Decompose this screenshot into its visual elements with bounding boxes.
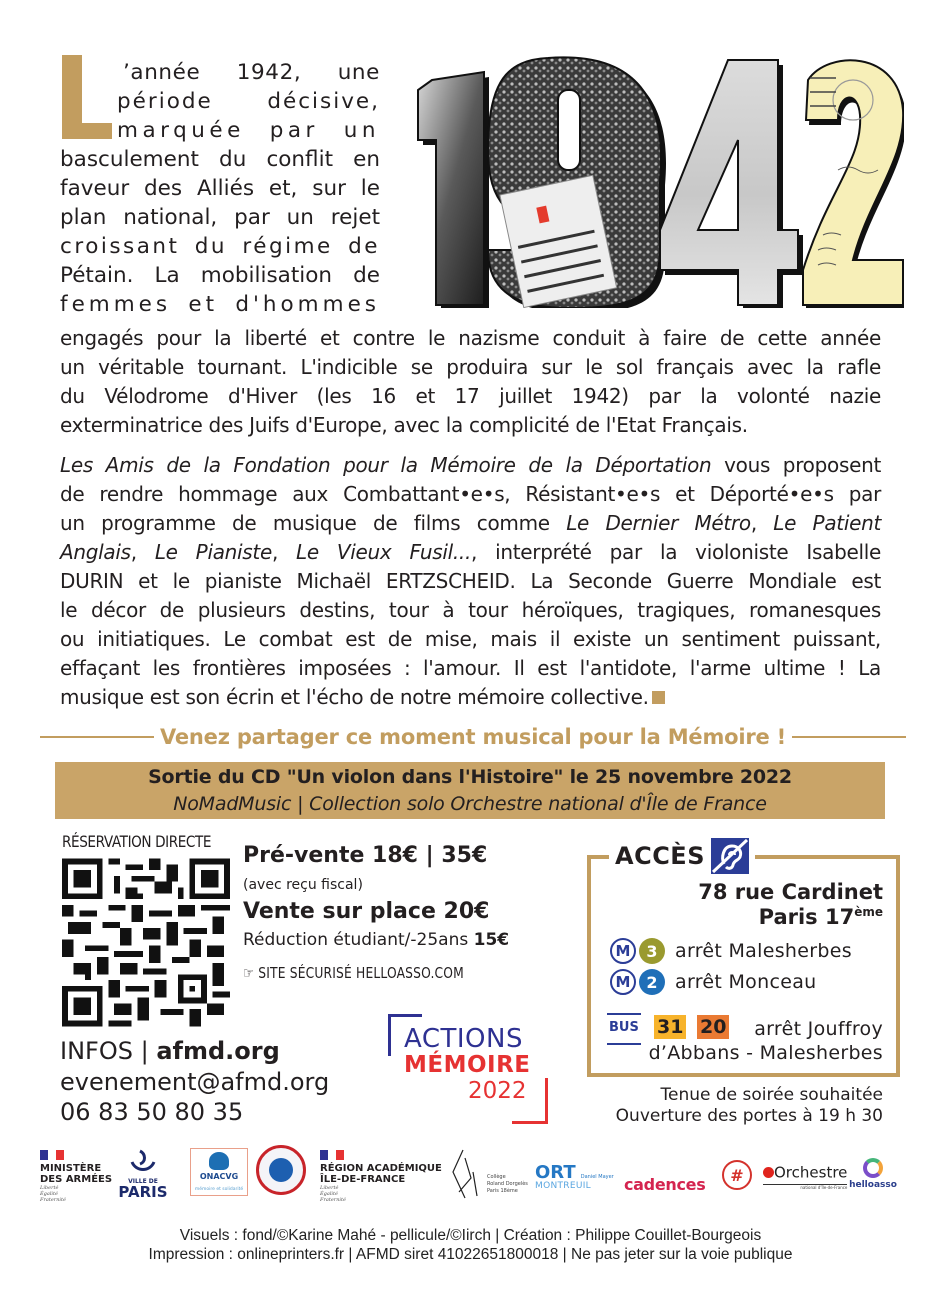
actions-memoire-logo <box>384 1010 556 1128</box>
logo-text: Daniel Mayer <box>580 1174 614 1180</box>
logo-text: MINISTÈRE <box>40 1163 102 1174</box>
presale-note: (avec reçu fiscal) <box>243 877 363 893</box>
text-line: DURIN et le pianiste Michaël ERTZSCHEID. La Seconde Guerre Mondiale est <box>60 569 881 593</box>
text-line: exterminatrice des Juifs d'Europe, avec la complicité de l'Etat Français. <box>60 413 748 437</box>
logo-cadences: cadences <box>624 1175 706 1194</box>
text-fragment: vous proposent <box>711 453 881 477</box>
college-emblem-icon <box>445 1148 485 1202</box>
bus-stop: arrêt Jouffroy <box>754 1018 883 1040</box>
metro-line-3 <box>610 938 852 964</box>
cd-subtitle: NoMadMusic | Collection solo Orchestre national d'Île de France <box>173 793 767 815</box>
line-2-badge: 2 <box>639 969 665 995</box>
intro-continuation <box>60 324 881 440</box>
reservation-qr-code[interactable] <box>62 855 230 1030</box>
logo-college-roland-dorgeles <box>445 1148 528 1202</box>
year-1942-collage <box>398 50 904 308</box>
logo-motto: Liberté <box>40 1185 59 1191</box>
cornflower-icon <box>269 1158 293 1182</box>
film-title: Le Pianiste <box>154 540 272 564</box>
text-line <box>60 538 881 567</box>
film-title: Le Patient <box>773 511 881 535</box>
logo-line: 2022 <box>468 1078 527 1104</box>
hashtag-logo-icon: # <box>722 1160 752 1190</box>
logo-text: ONACVG <box>199 1172 239 1181</box>
bus-line-31: 31 <box>654 1015 686 1039</box>
logo-motto: Fraternité <box>40 1197 66 1203</box>
metro-stop: arrêt Monceau <box>675 971 817 993</box>
film-title: Le Vieux Fusil... <box>296 540 472 564</box>
logo-ort-montreuil <box>535 1162 614 1191</box>
logo-text: MONTREUIL <box>535 1181 591 1191</box>
line-3-badge: 3 <box>639 938 665 964</box>
student-reduction <box>243 930 509 950</box>
logo-line: MÉMOIRE <box>404 1052 531 1078</box>
intro-line: plan national, par un rejet <box>60 205 380 230</box>
film-title: Le Dernier Métro <box>566 511 751 535</box>
logo-text: RÉGION ACADÉMIQUE <box>320 1163 442 1174</box>
reservation-label: RÉSERVATION DIRECTE <box>62 832 212 851</box>
logo-text: VILLE DE <box>128 1178 158 1185</box>
address-street: 78 rue Cardinet <box>698 880 883 904</box>
intro-line: basculement du conflit en <box>60 147 380 172</box>
intro-line: croissant du régime de <box>60 234 380 259</box>
logo-text: ORT <box>535 1162 576 1183</box>
logo-text: DES ARMÉES <box>40 1174 113 1185</box>
logo-text: ÎLE-DE-FRANCE <box>320 1174 406 1185</box>
metro-line-2 <box>610 969 816 995</box>
dropcap-letter-l <box>62 55 112 139</box>
french-flag-icon <box>40 1150 64 1160</box>
text-fragment: musique est son écrin et l'écho de notre mémoire collective. <box>60 685 649 709</box>
divider <box>40 736 154 738</box>
logo-text: Collège <box>487 1174 506 1180</box>
logo-region-academique <box>320 1150 442 1203</box>
cd-release-banner <box>55 762 885 819</box>
helloasso-ring-icon <box>863 1158 883 1178</box>
logo-text: Paris 18ème <box>487 1188 518 1194</box>
text-fragment: un programme de musique de films comme <box>60 511 567 535</box>
doors-opening: Ouverture des portes à 19 h 30 <box>615 1106 883 1126</box>
email-link[interactable]: evenement@afmd.org <box>60 1068 330 1096</box>
logo-bleuet-de-france <box>256 1145 306 1195</box>
intro-line: marquée par un <box>117 118 380 143</box>
reduction-price: 15€ <box>473 930 510 950</box>
logo-motto: Égalité <box>40 1191 58 1197</box>
logo-text: Orchestre <box>774 1163 848 1182</box>
metro-stop: arrêt Malesherbes <box>675 940 852 962</box>
logo-tagline: national d'Île-de-France <box>763 1184 847 1190</box>
access-title <box>609 838 755 874</box>
logo-tagline: mémoire et solidarité <box>194 1187 244 1192</box>
metro-icon: M <box>610 969 636 995</box>
text-line <box>60 683 881 712</box>
logo-orchestre-national <box>763 1162 847 1190</box>
hearing-accessibility-icon <box>711 838 749 874</box>
credits-line: Visuels : fond/©Karine Mahé - pellicule/©Iirch | Création : Philippe Couillet-Bourgeois <box>179 1227 762 1244</box>
reduction-label: Réduction étudiant/-25ans <box>243 930 474 950</box>
text-line: du Vélodrome d'Hiver (les 16 et 17 juillet 1942) par la volonté nazie <box>60 384 881 408</box>
address-city <box>759 905 883 929</box>
film-title: Anglais <box>60 540 131 564</box>
secure-site-link[interactable] <box>243 964 464 982</box>
secure-site-text: SITE SÉCURISÉ HELLOASSO.COM <box>258 964 464 982</box>
bus-label: BUS <box>609 1020 639 1035</box>
intro-line: Pétain. La mobilisation de <box>60 263 380 288</box>
text-fragment: , <box>271 540 297 564</box>
cd-title: Sortie du CD "Un violon dans l'Histoire" le 25 novembre 2022 <box>148 766 792 788</box>
paris-ship-icon <box>128 1148 158 1174</box>
credits-line: Impression : onlineprinters.fr | AFMD siret 41022651800018 | Ne pas jeter sur la voie publique <box>148 1246 793 1263</box>
text-line: le décor de plusieurs destins, tour à tour héroïques, tragiques, romanesques <box>60 598 881 622</box>
tagline-text: Venez partager ce moment musical pour la Mémoire ! <box>159 725 787 749</box>
text-line: ou initiatiques. Le combat est de mise, mais il existe un sentiment puissant, <box>60 627 881 651</box>
access-heading: ACCÈS <box>615 842 705 870</box>
text-line: effaçant les frontières imposées : l'amour. Il est l'antidote, l'arme ultime ! La <box>60 656 881 680</box>
organization-name: Les Amis de la Fondation pour la Mémoire de la Déportation <box>60 453 712 477</box>
intro-line: ’année 1942, une <box>123 60 380 85</box>
intro-line: période décisive, <box>117 89 380 114</box>
end-mark-square-icon <box>652 691 665 704</box>
metro-icon: M <box>610 938 636 964</box>
text-line <box>60 509 881 538</box>
divider <box>792 736 906 738</box>
bus-icon <box>607 1013 641 1045</box>
intro-line: faveur des Alliés et, sur le <box>60 176 380 201</box>
logo-onacvg <box>190 1148 248 1196</box>
logo-text: Roland Dorgelès <box>487 1181 528 1187</box>
french-flag-icon <box>320 1150 344 1160</box>
bus-line-20: 20 <box>697 1015 729 1039</box>
text-fragment: , <box>130 540 155 564</box>
phone-number: 06 83 50 80 35 <box>60 1098 244 1126</box>
bus-stop: d’Abbans - Malesherbes <box>648 1042 883 1064</box>
intro-line: femmes et d'hommes <box>60 292 380 317</box>
orchestre-dot-icon <box>763 1167 774 1178</box>
ordinal-suffix: ème <box>854 905 883 919</box>
infos-line <box>60 1037 280 1065</box>
text-line: engagés pour la liberté et contre le nazisme conduit à faire de cette année <box>60 326 881 350</box>
logo-motto: Égalité <box>320 1191 338 1197</box>
logo-ville-de-paris <box>116 1148 170 1200</box>
pointing-hand-icon: ☞ <box>243 964 255 982</box>
cornflower-icon <box>209 1152 229 1170</box>
website-link[interactable]: afmd.org <box>156 1037 280 1065</box>
tagline <box>40 722 906 752</box>
text-line: un véritable tournant. L'indicible se produira sur le sol français avec la rafle <box>60 355 881 379</box>
program-paragraph <box>60 451 881 712</box>
text-line: de rendre hommage aux Combattant•e•s, Résistant•e•s et Déporté•e•s par <box>60 482 881 506</box>
logo-text: helloasso <box>849 1180 897 1190</box>
logo-ministere-armees <box>40 1150 112 1203</box>
onsite-price: Vente sur place 20€ <box>243 899 490 924</box>
logo-line: ACTIONS <box>404 1024 523 1054</box>
text-fragment: , interprété par la violoniste Isabelle <box>471 540 881 564</box>
text-fragment: , <box>750 511 774 535</box>
logo-text: PARIS <box>118 1183 168 1201</box>
logo-helloasso <box>848 1158 898 1190</box>
dress-code: Tenue de soirée souhaitée <box>660 1085 883 1105</box>
city-text: Paris 17 <box>758 905 855 929</box>
logo-motto: Liberté <box>320 1185 339 1191</box>
text-line <box>60 451 881 480</box>
logo-motto: Fraternité <box>320 1197 346 1203</box>
infos-label: INFOS | <box>60 1037 157 1065</box>
presale-price: Pré-vente 18€ | 35€ <box>243 843 488 868</box>
